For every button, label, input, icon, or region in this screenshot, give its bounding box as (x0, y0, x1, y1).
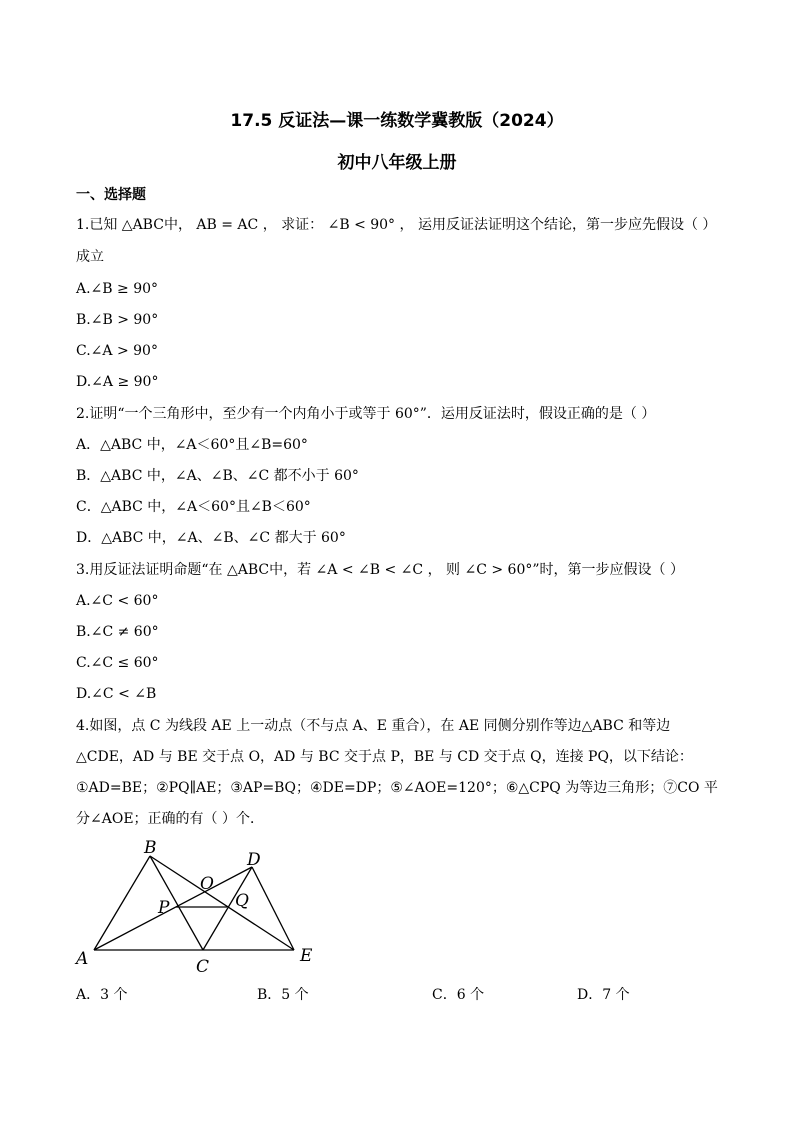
page-subtitle: 初中八年级上册 (337, 153, 457, 173)
q3-option-b: B.∠C ≠ 60° (76, 624, 159, 640)
q4-option-c: C．6 个 (432, 987, 485, 1003)
label-b: B (144, 838, 157, 858)
q1-option-b: B.∠B > 90° (76, 312, 159, 328)
q2-option-d: D．△ABC 中，∠A、∠B、∠C 都大于 60° (76, 530, 346, 546)
q4-stem-line2: △CDE，AD 与 BE 交于点 O，AD 与 BC 交于点 P，BE 与 CD 交于点 Q，连接 PQ，以下结论： (76, 749, 693, 765)
q4-option-a: A．3 个 (76, 987, 128, 1003)
q3-option-c: C.∠C ≤ 60° (76, 655, 159, 671)
q4-option-d: D．7 个 (577, 987, 630, 1003)
label-o: O (200, 874, 214, 894)
q1-option-c: C.∠A > 90° (76, 343, 158, 359)
q2-option-b: B．△ABC 中，∠A、∠B、∠C 都不小于 60° (76, 468, 359, 484)
label-a: A (76, 949, 89, 969)
segment-ad (94, 867, 252, 950)
q2-option-a: A．△ABC 中，∠A＜60°且∠B=60° (76, 437, 308, 453)
q1-stem-line2: 成立 (76, 249, 104, 265)
label-q: Q (235, 891, 249, 911)
q4-stem-line4: 分∠AOE；正确的有（ ）个． (76, 811, 264, 827)
q3-stem: 3.用反证法证明命题“在 △ABC中，若 ∠A < ∠B < ∠C ， 则 ∠C > 60°”时，第一步应假设（ ） (76, 562, 684, 578)
q2-option-c: C．△ABC 中，∠A＜60°且∠B＜60° (76, 499, 311, 515)
q3-option-d: D.∠C < ∠B (76, 686, 157, 702)
q2-stem: 2.证明“一个三角形中，至少有一个内角小于或等于 60°”．运用反证法时，假设正确的是（ ） (76, 406, 656, 422)
label-c: C (196, 957, 210, 976)
q3-option-a: A.∠C < 60° (76, 593, 159, 609)
q4-option-b: B．5 个 (257, 987, 309, 1003)
q4-geometry-figure (70, 836, 330, 976)
q1-option-a: A.∠B ≥ 90° (76, 281, 159, 297)
q4-stem-line3: ①AD=BE；②PQ∥AE；③AP=BQ；④DE=DP；⑤∠AOE=120°；⑥△CPQ 为等边三角形；⑦CO 平 (76, 780, 718, 796)
segment-be (150, 856, 294, 950)
segment-de (252, 867, 294, 950)
label-e: E (300, 946, 313, 966)
label-p: P (158, 898, 170, 918)
q4-stem-line1: 4.如图，点 C 为线段 AE 上一动点（不与点 A、E 重合），在 AE 同侧分别作等边△ABC 和等边 (76, 718, 671, 734)
q1-stem-line1: 1.已知 △ABC中， AB = AC ， 求证： ∠B < 90° ， 运用反证法证明这个结论，第一步应先假设（ ） (76, 217, 717, 233)
page-title: 17.5 反证法—课一练数学冀教版（2024） (230, 111, 564, 131)
label-d: D (247, 850, 261, 870)
q1-option-d: D.∠A ≥ 90° (76, 374, 159, 390)
section-heading: 一、选择题 (76, 187, 146, 203)
